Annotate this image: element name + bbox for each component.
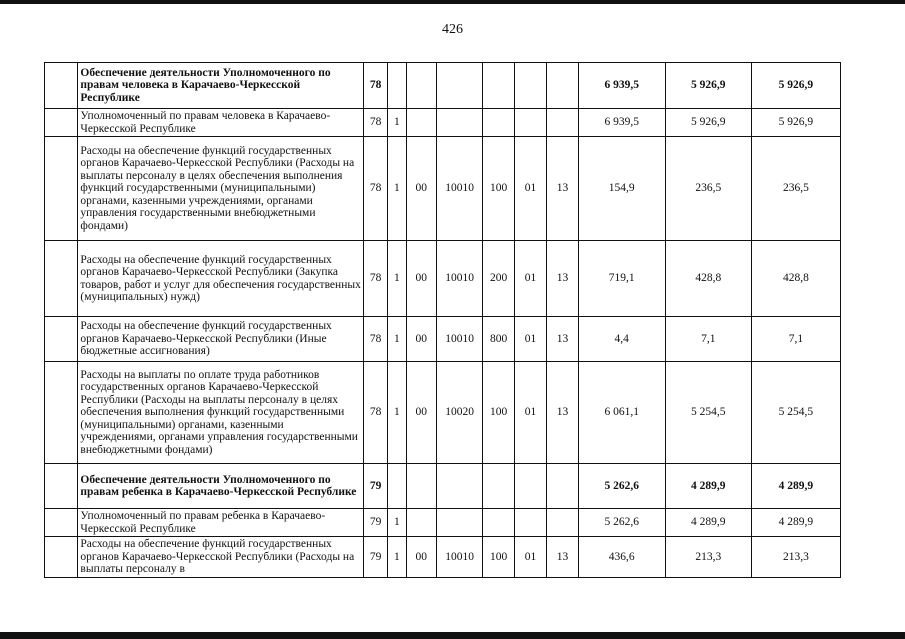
table-row (45, 317, 841, 362)
cell-rz (388, 464, 406, 509)
cell-value-3: 5 926,9 (751, 63, 840, 109)
row-spacer-cell (45, 137, 78, 241)
row-spacer-cell (45, 109, 78, 137)
cell-vr: 800 (483, 317, 514, 362)
cell-ved: 79 (363, 464, 387, 509)
cell-value-3: 213,3 (751, 537, 840, 578)
budget-table (44, 62, 841, 578)
cell-vr (483, 109, 514, 137)
cell-vr: 100 (483, 137, 514, 241)
cell-value-3: 4 289,9 (751, 464, 840, 509)
cell-vr (483, 63, 514, 109)
row-spacer-cell (45, 362, 78, 464)
cell-c2: 13 (547, 241, 578, 317)
row-spacer-cell (45, 63, 78, 109)
cell-csr: 10010 (436, 317, 483, 362)
cell-vr (483, 464, 514, 509)
cell-pr (406, 464, 436, 509)
cell-ved: 79 (363, 537, 387, 578)
cell-c1 (514, 109, 546, 137)
cell-c1 (514, 509, 546, 537)
row-name: Уполномоченный по правам человека в Карачаево-Черкесской Республике (78, 109, 364, 137)
table-row (45, 362, 841, 464)
cell-vr: 100 (483, 537, 514, 578)
table-row (45, 509, 841, 537)
cell-c1: 01 (514, 241, 546, 317)
cell-value-2: 5 926,9 (665, 109, 751, 137)
row-name: Уполномоченный по правам ребенка в Карачаево-Черкесской Республике (78, 509, 364, 537)
cell-ved: 78 (363, 63, 387, 109)
cell-csr: 10020 (436, 362, 483, 464)
cell-csr: 10010 (436, 241, 483, 317)
cell-pr: 00 (406, 137, 436, 241)
cell-value-1: 154,9 (578, 137, 665, 241)
cell-value-2: 4 289,9 (665, 509, 751, 537)
cell-value-2: 4 289,9 (665, 464, 751, 509)
cell-vr: 200 (483, 241, 514, 317)
cell-rz: 1 (388, 109, 406, 137)
cell-c1 (514, 464, 546, 509)
top-border (0, 0, 905, 4)
cell-c1 (514, 63, 546, 109)
cell-rz: 1 (388, 537, 406, 578)
cell-ved: 78 (363, 109, 387, 137)
cell-c1: 01 (514, 137, 546, 241)
cell-value-1: 6 939,5 (578, 63, 665, 109)
row-name: Обеспечение деятельности Уполномоченного по правам ребенка в Карачаево-Черкесской Республике (78, 464, 364, 509)
cell-value-1: 6 939,5 (578, 109, 665, 137)
row-spacer-cell (45, 464, 78, 509)
row-spacer-cell (45, 241, 78, 317)
cell-value-3: 428,8 (751, 241, 840, 317)
row-name: Расходы на выплаты по оплате труда работников государственных органов Карачаево-Черкесской Республики (Расходы на выплаты персоналу в целях обеспечения выполнения функций государственными (муниципальными) органами, казенными учреждениями, органами управления государственными внебюджетными фондами) (78, 362, 364, 464)
row-name: Расходы на обеспечение функций государственных органов Карачаево-Черкесской Республики (Иные бюджетные ассигнования) (78, 317, 364, 362)
cell-value-2: 5 254,5 (665, 362, 751, 464)
cell-ved: 79 (363, 509, 387, 537)
cell-c2: 13 (547, 537, 578, 578)
table-row (45, 109, 841, 137)
cell-rz: 1 (388, 137, 406, 241)
cell-value-1: 6 061,1 (578, 362, 665, 464)
row-name: Обеспечение деятельности Уполномоченного по правам человека в Карачаево-Черкесской Республике (78, 63, 364, 109)
table-row (45, 464, 841, 509)
cell-c1: 01 (514, 317, 546, 362)
cell-value-2: 236,5 (665, 137, 751, 241)
cell-value-2: 7,1 (665, 317, 751, 362)
cell-value-1: 5 262,6 (578, 464, 665, 509)
cell-value-3: 5 926,9 (751, 109, 840, 137)
cell-c2 (547, 509, 578, 537)
cell-pr (406, 109, 436, 137)
cell-pr: 00 (406, 537, 436, 578)
cell-c2: 13 (547, 317, 578, 362)
page-number: 426 (442, 22, 463, 37)
cell-value-2: 213,3 (665, 537, 751, 578)
cell-csr (436, 63, 483, 109)
table-row (45, 63, 841, 109)
cell-rz: 1 (388, 509, 406, 537)
cell-value-2: 428,8 (665, 241, 751, 317)
cell-csr (436, 464, 483, 509)
cell-value-1: 719,1 (578, 241, 665, 317)
cell-c1: 01 (514, 362, 546, 464)
cell-ved: 78 (363, 137, 387, 241)
cell-c2 (547, 464, 578, 509)
cell-c2 (547, 109, 578, 137)
cell-vr: 100 (483, 362, 514, 464)
cell-pr: 00 (406, 241, 436, 317)
cell-csr: 10010 (436, 137, 483, 241)
cell-rz: 1 (388, 317, 406, 362)
cell-value-3: 5 254,5 (751, 362, 840, 464)
row-name: Расходы на обеспечение функций государственных органов Карачаево-Черкесской Республики (Расходы на выплаты персоналу в (78, 537, 364, 578)
cell-c2: 13 (547, 137, 578, 241)
cell-value-1: 436,6 (578, 537, 665, 578)
row-name: Расходы на обеспечение функций государственных органов Карачаево-Черкесской Республики (Расходы на выплаты персоналу в целях обеспечения выполнения функций государственными (муниципальными) органами, казенными учреждениями, органами управления государственными внебюджетными фондами) (78, 137, 364, 241)
cell-pr: 00 (406, 362, 436, 464)
cell-ved: 78 (363, 241, 387, 317)
table-row (45, 241, 841, 317)
cell-csr: 10010 (436, 537, 483, 578)
cell-pr (406, 509, 436, 537)
table-row (45, 537, 841, 578)
table-row (45, 137, 841, 241)
cell-pr: 00 (406, 317, 436, 362)
cell-csr (436, 509, 483, 537)
cell-ved: 78 (363, 362, 387, 464)
cell-value-3: 236,5 (751, 137, 840, 241)
row-name: Расходы на обеспечение функций государственных органов Карачаево-Черкесской Республики (Закупка товаров, работ и услуг для обеспечения государственных (муниципальных) нужд) (78, 241, 364, 317)
cell-value-3: 4 289,9 (751, 509, 840, 537)
row-spacer-cell (45, 317, 78, 362)
cell-pr (406, 63, 436, 109)
cell-value-2: 5 926,9 (665, 63, 751, 109)
cell-rz: 1 (388, 241, 406, 317)
cell-c1: 01 (514, 537, 546, 578)
cell-c2 (547, 63, 578, 109)
cell-rz (388, 63, 406, 109)
cell-value-1: 5 262,6 (578, 509, 665, 537)
bottom-border (0, 632, 905, 639)
row-spacer-cell (45, 509, 78, 537)
cell-rz: 1 (388, 362, 406, 464)
cell-vr (483, 509, 514, 537)
cell-csr (436, 109, 483, 137)
cell-c2: 13 (547, 362, 578, 464)
row-spacer-cell (45, 537, 78, 578)
cell-value-1: 4,4 (578, 317, 665, 362)
cell-value-3: 7,1 (751, 317, 840, 362)
cell-ved: 78 (363, 317, 387, 362)
